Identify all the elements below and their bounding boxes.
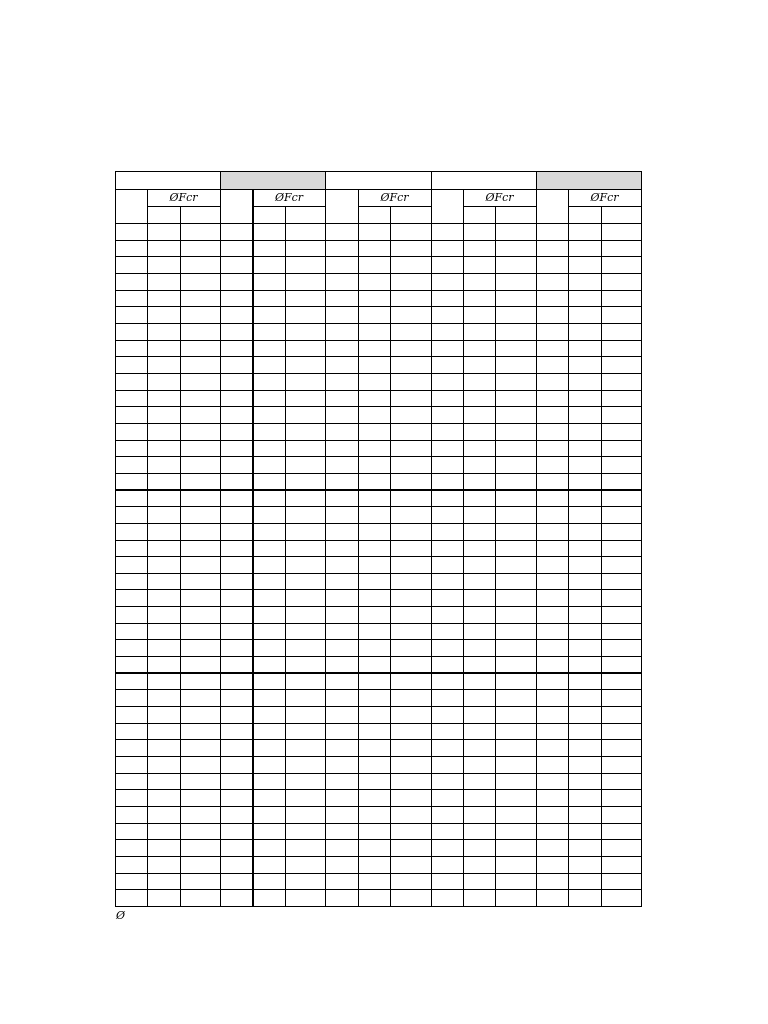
row-divider [115,739,642,740]
table-right-border [641,171,642,907]
subheader-divider [147,206,221,207]
footnote-symbol: Ø [116,909,126,922]
row-divider [115,240,642,241]
row-divider [115,390,642,391]
row-divider [115,440,642,441]
row-divider [115,556,642,557]
row-divider [115,706,642,707]
column-divider [358,189,359,907]
row-divider [115,506,642,507]
column-divider [601,206,602,907]
row-divider [115,356,642,357]
section-divider [115,489,642,491]
row-divider [115,656,642,657]
row-divider [115,290,642,291]
row-divider [115,273,642,274]
shaded-header-cell [536,171,641,189]
subheader-divider [568,206,642,207]
row-divider [115,423,642,424]
row-divider [115,606,642,607]
row-divider [115,623,642,624]
shaded-header-cell [220,171,325,189]
row-divider [115,540,642,541]
group-boundary [220,171,221,907]
group-boundary [115,171,116,907]
row-divider [115,873,642,874]
phi-fcr-header: ØFcr [380,191,409,204]
row-divider [115,756,642,757]
column-divider [568,189,569,907]
subheader-divider [463,206,537,207]
row-divider [115,373,642,374]
row-divider [115,323,642,324]
row-divider [115,723,642,724]
column-divider [390,206,391,907]
row-divider [115,589,642,590]
column-divider [147,189,148,907]
column-divider [285,206,286,907]
row-divider [115,889,642,890]
group-boundary [431,171,432,907]
phi-fcr-header: ØFcr [274,191,304,204]
row-divider [115,523,642,524]
row-divider [115,689,642,690]
table-top-border [115,171,642,172]
row-divider [115,856,642,857]
group-boundary [536,171,537,907]
header-row-divider [115,189,642,190]
subheader-divider [253,206,326,207]
row-divider [115,573,642,574]
column-divider [495,206,496,907]
row-divider [115,639,642,640]
table-bottom-border [115,906,642,907]
row-divider [115,823,642,824]
row-divider [115,806,642,807]
row-divider [115,406,642,407]
row-divider [115,456,642,457]
row-divider [115,340,642,341]
row-divider [115,256,642,257]
row-divider [115,473,642,474]
row-divider [115,789,642,790]
row-divider [115,306,642,307]
column-divider [463,189,464,907]
subheader-divider [358,206,432,207]
column-divider [180,206,181,907]
row-divider [115,773,642,774]
row-divider [115,223,642,224]
phi-fcr-header: ØFcr [169,191,198,204]
row-divider [115,839,642,840]
phi-fcr-header: ØFcr [590,191,619,204]
phi-fcr-header: ØFcr [485,191,514,204]
section-divider [115,672,642,674]
group-boundary [325,171,326,907]
column-divider [252,189,254,907]
